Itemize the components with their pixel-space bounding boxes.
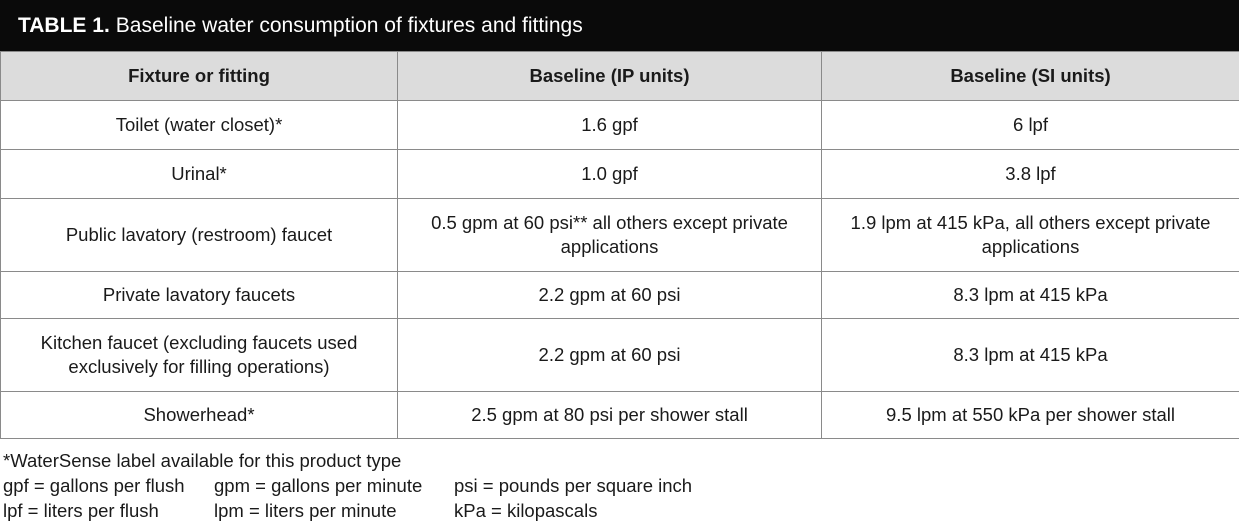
column-header-fixture: Fixture or fitting xyxy=(1,52,398,101)
cell-si: 3.8 lpf xyxy=(822,150,1239,199)
cell-fixture: Urinal* xyxy=(1,150,398,199)
table-row xyxy=(1,101,1239,150)
abbreviations-row xyxy=(3,498,692,523)
table-title: Baseline water consumption of fixtures and fittings xyxy=(116,14,583,38)
cell-fixture: Showerhead* xyxy=(1,392,398,439)
table-row xyxy=(1,272,1239,319)
cell-ip: 0.5 gpm at 60 psi** all others except private applications xyxy=(398,199,822,272)
water-consumption-table xyxy=(0,51,1239,439)
cell-fixture: Kitchen faucet (excluding faucets used exclusively for filling operations) xyxy=(1,319,398,392)
abbreviation-psi: psi = pounds per square inch xyxy=(454,473,692,498)
abbreviation-gpm: gpm = gallons per minute xyxy=(214,473,454,498)
column-header-ip-units: Baseline (IP units) xyxy=(398,52,822,101)
table-row xyxy=(1,150,1239,199)
table-header-row xyxy=(1,52,1239,101)
abbreviation-lpm: lpm = liters per minute xyxy=(214,498,454,523)
cell-ip: 2.5 gpm at 80 psi per shower stall xyxy=(398,392,822,439)
cell-si: 8.3 lpm at 415 kPa xyxy=(822,272,1239,319)
abbreviations-row xyxy=(3,473,692,498)
cell-si: 6 lpf xyxy=(822,101,1239,150)
cell-si: 1.9 lpm at 415 kPa, all others except private applications xyxy=(822,199,1239,272)
table-notes xyxy=(3,448,692,523)
cell-ip: 2.2 gpm at 60 psi xyxy=(398,319,822,392)
table-row xyxy=(1,319,1239,392)
cell-si: 9.5 lpm at 550 kPa per shower stall xyxy=(822,392,1239,439)
abbreviation-lpf: lpf = liters per flush xyxy=(3,498,214,523)
cell-fixture: Private lavatory faucets xyxy=(1,272,398,319)
cell-si: 8.3 lpm at 415 kPa xyxy=(822,319,1239,392)
table-number-label: TABLE 1. xyxy=(18,14,110,38)
table-row xyxy=(1,199,1239,272)
abbreviation-kpa: kPa = kilopascals xyxy=(454,498,597,523)
column-header-si-units: Baseline (SI units) xyxy=(822,52,1239,101)
cell-ip: 2.2 gpm at 60 psi xyxy=(398,272,822,319)
cell-fixture: Toilet (water closet)* xyxy=(1,101,398,150)
table-title-bar xyxy=(0,0,1239,51)
abbreviation-gpf: gpf = gallons per flush xyxy=(3,473,214,498)
cell-fixture: Public lavatory (restroom) faucet xyxy=(1,199,398,272)
table-row xyxy=(1,392,1239,439)
cell-ip: 1.0 gpf xyxy=(398,150,822,199)
cell-ip: 1.6 gpf xyxy=(398,101,822,150)
watersense-note: *WaterSense label available for this product type xyxy=(3,448,692,473)
